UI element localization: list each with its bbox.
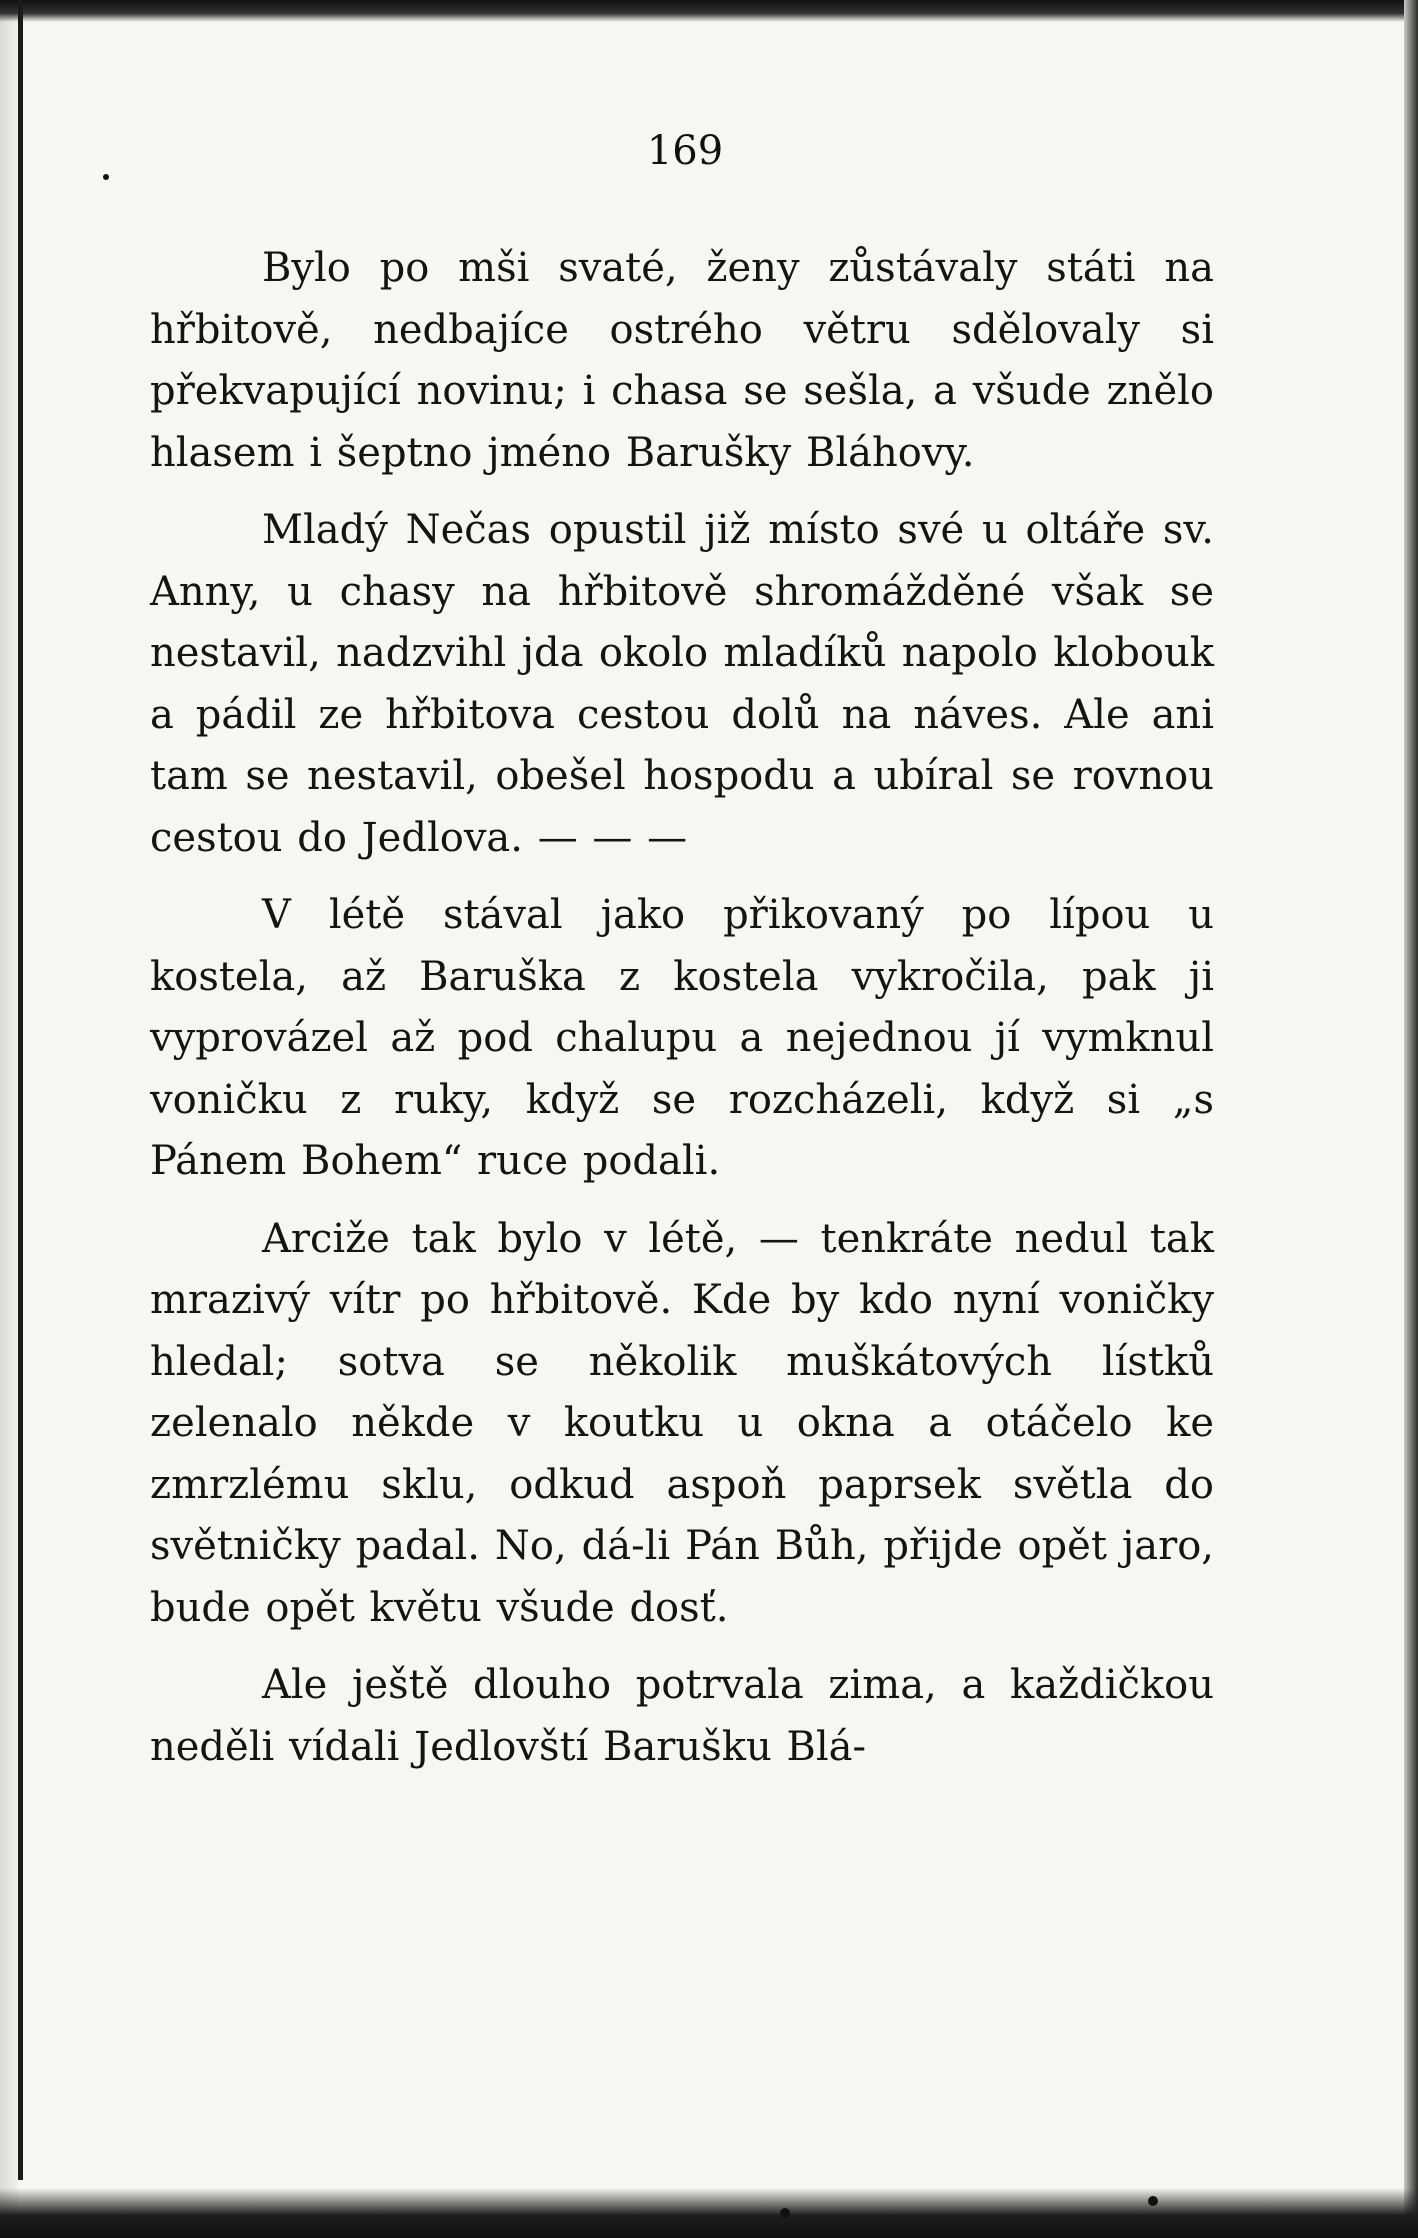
paragraph: Bylo po mši svaté, ženy zůstávaly státi na hřbitově, nedbajíce ostrého větru sdělovaly si překvapující novinu; i chasa se sešla, a všude znělo hlasem i šeptno jméno Barušky Bláhovy.: [150, 245, 1214, 476]
scan-edge-top: [0, 0, 1418, 22]
paragraph: V létě stával jako přikovaný po lípou u kostela, až Baruška z kostela vykročila, pak ji vyprovázel až pod chalupu a nejednou jí vymknul voničku z ruky, když se rozcházeli, když si „s Pánem Bohem“ ruce podali.: [150, 892, 1214, 1184]
scan-binding-line: [18, 0, 23, 2180]
page-number: 169: [646, 128, 724, 174]
scan-speck: [780, 2208, 790, 2218]
scan-speck: [103, 174, 109, 180]
paragraph: Arciže tak bylo v létě, — tenkráte nedul tak mrazivý vítr po hřbitově. Kde by kdo nyní voničky hledal; sotva se několik muškátových lístků zelenalo někde v koutku u okna a otáčelo ke zmrzlému sklu, odkud aspoň paprsek světla do světničky padal. No, dá-li Pán Bůh, přijde opět jaro, bude opět květu všude dosť.: [150, 1215, 1214, 1631]
scan-edge-right: [1404, 0, 1418, 2238]
scan-edge-left: [0, 0, 18, 2238]
scan-edge-bottom: [0, 2188, 1418, 2238]
paragraph: Ale ještě dlouho potrvala zima, a každičkou neděli vídali Jedlovští Barušku Blá-: [150, 1662, 1214, 1770]
body-text: [150, 238, 1214, 1794]
scan-speck: [1148, 2196, 1158, 2206]
paragraph: Mladý Nečas opustil již místo své u oltáře sv. Anny, u chasy na hřbitově shromážděné však se nestavil, nadzvihl jda okolo mladíků napolo klobouk a pádil ze hřbitova cestou dolů na náves. Ale ani tam se nestavil, obešel hospodu a ubíral se rovnou cestou do Jedlova. — — —: [150, 507, 1214, 861]
